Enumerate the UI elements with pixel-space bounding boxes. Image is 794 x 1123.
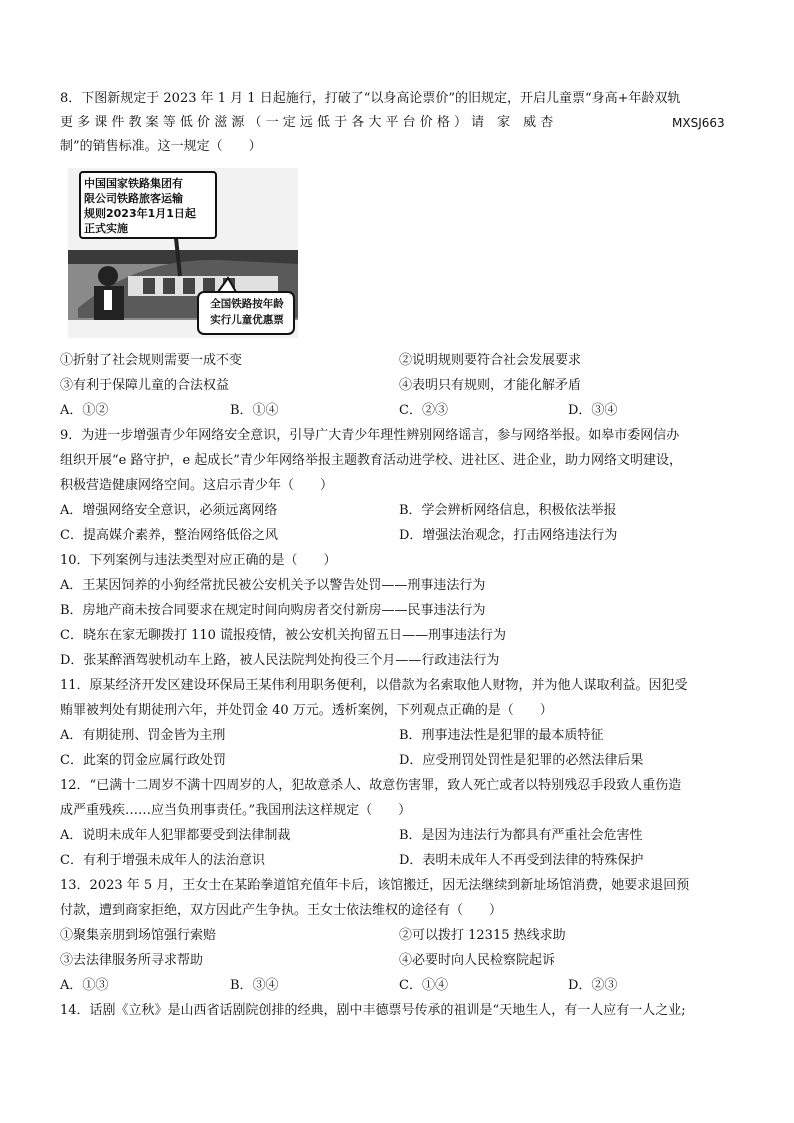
q8-statement-4: ④表明只有规则，才能化解矛盾 [399,378,582,393]
q11-option-a: A．有期徒刑、罚金皆为主刑 [60,728,226,743]
q9-line2: 组织开展“e 路守护，e 起成长”青少年网络举报主题教育活动进学校、进社区、进企业，助力网络文明建设， [60,453,682,468]
q13-statement-4: ④必要时向人民检察院起诉 [399,953,556,968]
q13-statement-2: ②可以拨打 12315 热线求助 [399,928,566,943]
q11-option-d: D．应受刑罚处罚性是犯罪的必然法律后果 [399,753,644,768]
q9-line3: 积极营造健康网络空间。这启示青少年（ ） [60,478,334,493]
q8-option-b: B．①④ [230,403,279,418]
q10-option-a: A．王某因饲养的小狗经常扰民被公安机关予以警告处罚——刑事违法行为 [60,578,486,593]
q13-option-a: A．①③ [60,978,109,993]
q9-option-b: B．学会辨析网络信息，积极依法举报 [399,503,617,518]
q13-option-b: B．③④ [230,978,279,993]
q8-line3: 制”的销售标准。这一规定（ ） [60,139,262,154]
q8-statement-1: ①折射了社会规则需要一成不变 [60,353,243,368]
q10-option-b: B．房地产商未按合同要求在规定时间向购房者交付新房——民事违法行为 [60,603,486,618]
badge-line-1: 全国铁路按年龄 [210,298,284,310]
sign-line-4: 正式实施 [84,222,128,235]
q8-option-c: C．②③ [399,403,448,418]
q11-line2: 贿罪被判处有期徒刑六年，并处罚金 40 万元。透析案例，下列观点正确的是（ ） [60,703,553,718]
q11-line1: 11．原某经济开发区建设环保局王某伟利用职务便利，以借款为名索取他人财物，并为他人谋取利益。因犯受 [60,678,688,693]
q13-option-c: C．①④ [399,978,448,993]
q11-option-c: C．此案的罚金应属行政处罚 [60,753,226,768]
sign-line-3: 规则2023年1月1日起 [84,207,196,220]
q13-statement-3: ③去法律服务所寻求帮助 [60,953,204,968]
q12-line2: 成严重残疾……应当负刑事责任。”我国刑法这样规定（ ） [60,803,412,818]
q9-option-c: C．提高媒介素养，整治网络低俗之风 [60,528,278,543]
q12-option-a: A．说明未成年人犯罪都要受到法律制裁 [60,828,291,843]
railway-cartoon [68,168,298,338]
q13-option-d: D．②③ [568,978,618,993]
q13-line2: 付款，遭到商家拒绝，双方因此产生争执。王女士依法维权的途径有（ ） [60,903,503,918]
q13-line1: 13．2023 年 5 月，王女士在某跆拳道馆充值年卡后，该馆搬迁，因无法继续到新址场馆消费，她要求退回预 [60,878,690,893]
q8-line1: 8．下图新规定于 2023 年 1 月 1 日起施行，打破了“以身高论票价”的旧规定，开启儿童票“身高+年龄双轨 [60,91,681,106]
q9-line1: 9．为进一步增强青少年网络安全意识，引导广大青少年理性辨别网络谣言，参与网络举报。如皋市委网信办 [60,428,680,443]
q12-line1: 12．“已满十二周岁不满十四周岁的人，犯故意杀人、故意伤害罪，致人死亡或者以特别残忍手段致人重伤造 [60,778,682,793]
q10-line1: 10．下列案例与违法类型对应正确的是（ ） [60,553,337,568]
q8-statement-2: ②说明规则要符合社会发展要求 [399,353,582,368]
sign-line-1: 中国国家铁路集团有 [84,177,183,190]
q8-statement-3: ③有利于保障儿童的合法权益 [60,378,230,393]
q9-option-d: D．增强法治观念，打击网络违法行为 [399,528,618,543]
q10-option-d: D．张某醉酒驾驶机动车上路，被人民法院判处拘役三个月——行政违法行为 [60,653,500,668]
q12-option-c: C．有利于增强未成年人的法治意识 [60,853,265,868]
q11-option-b: B．刑事违法性是犯罪的最本质特征 [399,728,604,743]
q12-option-d: D．表明未成年人不再受到法律的特殊保护 [399,853,644,868]
q12-option-b: B．是因为违法行为都具有严重社会危害性 [399,828,643,843]
sign-line-2: 限公司铁路旅客运输 [84,192,183,205]
q13-statement-1: ①聚集亲朋到场馆强行索赔 [60,928,217,943]
q8-option-d: D．③④ [568,403,618,418]
q8-code: MXSJ663 [672,116,725,130]
q8-option-a: A．①② [60,403,109,418]
badge-line-2: 实行儿童优惠票 [210,314,284,326]
q8-line2: 更 多 课 件 教 案 等 低 价 滋 源 （ 一 定 远 低 于 各 大 平 台 价 格 ） 请 家 威 杏 [60,115,554,130]
q9-option-a: A．增强网络安全意识，必须远离网络 [60,503,278,518]
q10-option-c: C．晓东在家无聊拨打 110 谎报疫情，被公安机关拘留五日——刑事违法行为 [60,628,507,643]
q14-line1: 14．话剧《立秋》是山西省话剧院创排的经典，剧中丰德票号传承的祖训是“天地生人，有一人应有一人之业; [60,1003,686,1018]
